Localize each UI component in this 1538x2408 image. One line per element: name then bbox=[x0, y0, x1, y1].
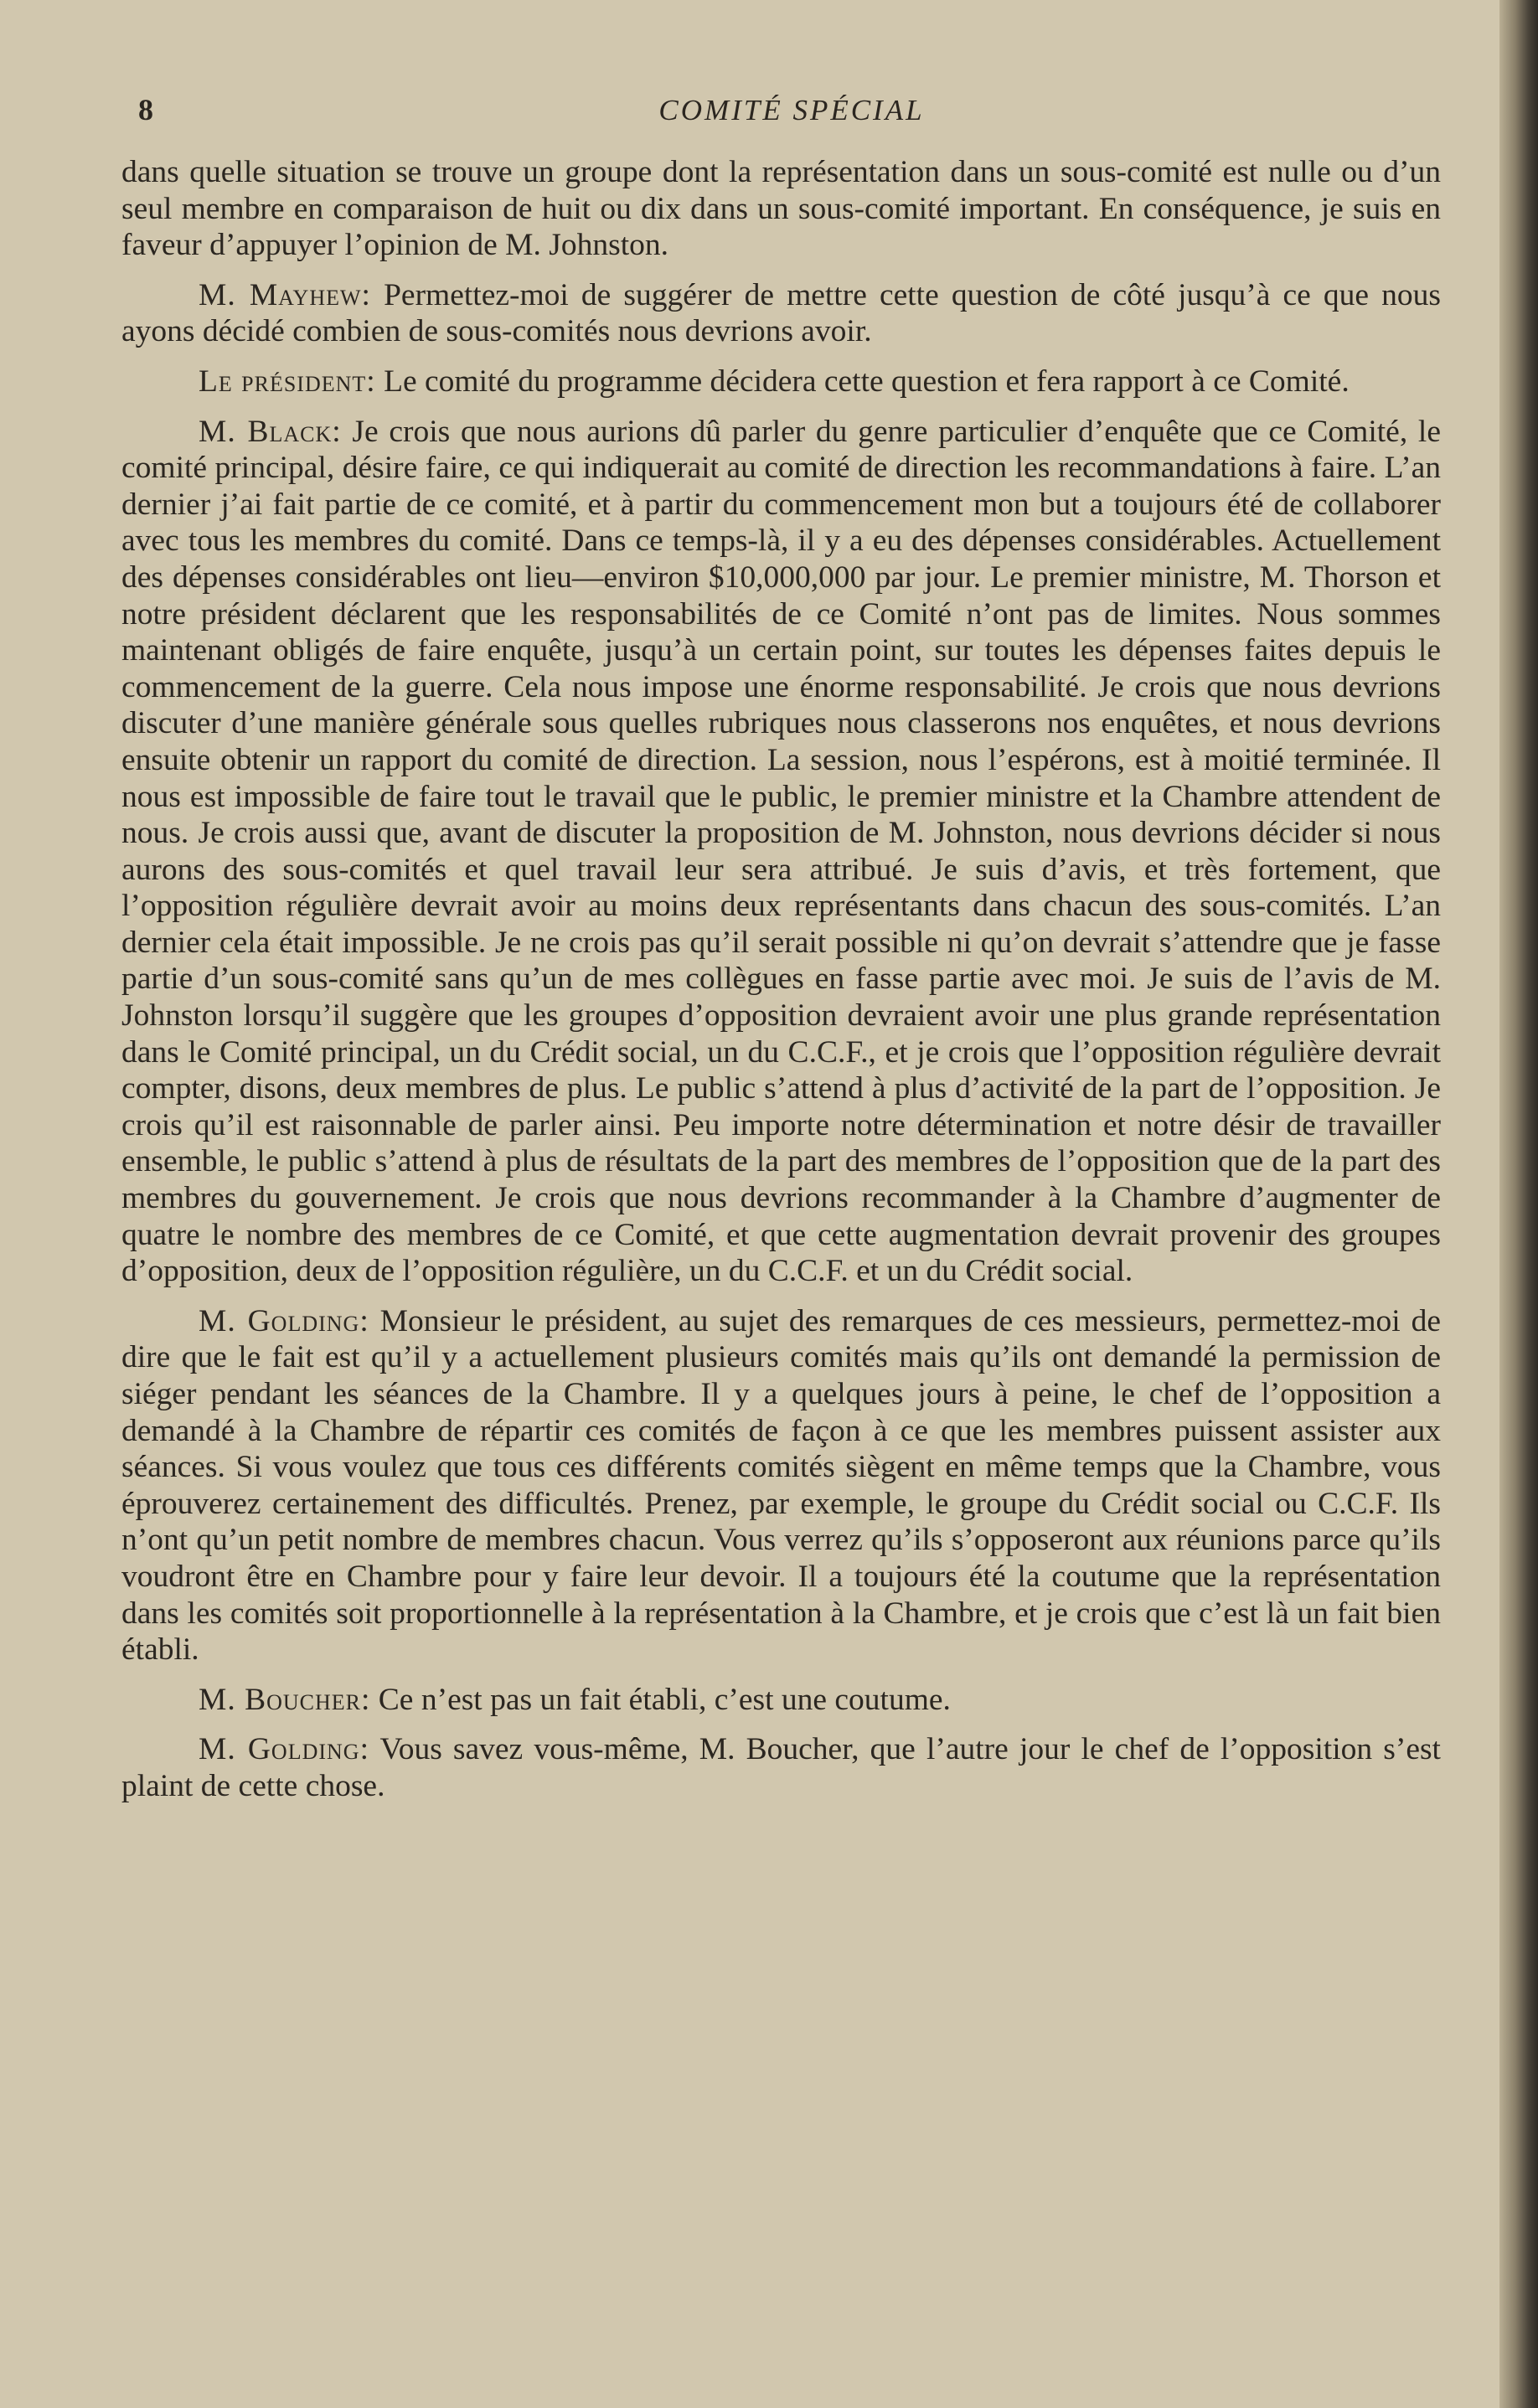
paragraph-text: dans quelle situation se trouve un groupe dont la représentation dans un sous-comité est nulle ou d’un seul membre en comparaison de huit ou dix dans un sous-comité important. En conséquence, je suis en faveur d’appuyer l’opinion de M. Johnston. bbox=[121, 155, 1441, 263]
speaker-name: M. Mayhew: bbox=[199, 277, 371, 312]
page-edge-shadow bbox=[1499, 0, 1538, 2408]
paragraph bbox=[121, 414, 1441, 1290]
paragraph-text: Le comité du programme décidera cette question et fera rapport à ce Comité. bbox=[384, 364, 1350, 399]
speaker-name: M. Black: bbox=[199, 414, 342, 449]
paragraph bbox=[121, 1731, 1441, 1804]
page-number: 8 bbox=[138, 93, 153, 126]
paragraph-text: Je crois que nous aurions dû parler du genre particulier d’enquête que ce Comité, le comité principal, désire faire, ce qui indiquerait au comité de direction les recommandations à faire. L’an dernier j’ai fait partie de ce comité, et à partir du commencement mon but a toujours été de collaborer avec tous les membres du comité. Dans ce temps-là, il y a eu des dépenses considérables. Actuellement des dépenses considérables ont lieu—environ $10,000,000 par jour. Le premier ministre, M. Thorson et notre président déclarent que les responsabilités de ce Comité n’ont pas de limites. Nous sommes maintenant obligés de faire enquête, jusqu’à un certain point, sur toutes les dépenses faites depuis le commencement de la guerre. Cela nous impose une énorme responsabilité. Je crois que nous devrions discuter d’une manière générale sous quelles rubriques nous classerons nos enquêtes, et nous devrions ensuite obtenir un rapport du comité de direction. La session, nous l’espérons, est à moitié terminée. Il nous est impossible de faire tout le travail que le public, le premier ministre et la Chambre attendent de nous. Je crois aussi que, avant de discuter la proposition de M. Johnston, nous devrions décider si nous aurons des sous-comités et quel travail leur sera attribué. Je suis d’avis, et très fortement, que l’opposition régulière devrait avoir au moins deux représentants dans chacun des sous-comités. L’an dernier cela était impossible. Je ne crois pas qu’il serait possible ni qu’on devrait s’attendre que je fasse partie d’un sous-comité sans qu’un de mes collègues en fasse partie avec moi. Je suis de l’avis de M. Johnston lorsqu’il suggère que les groupes d’opposition devraient avoir une plus grande représentation dans le Comité principal, un du Crédit social, un du C.C.F., et je crois que l’opposition régulière devrait compter, disons, deux membres de plus. Le public s’attend à plus d’activité de la part de l’opposition. Je crois qu’il est raisonnable de parler ainsi. Peu importe notre détermination et notre désir de travailler ensemble, le public s’attend à plus de résultats de la part des membres de l’opposition que de la part des membres du gouvernement. Je crois que nous devrions recommander à la Chambre d’augmenter de quatre le nombre des membres de ce Comité, et que cette augmentation devrait provenir des groupes d’opposition, deux de l’opposition régulière, un du C.C.F. et un du Crédit social. bbox=[121, 414, 1441, 1289]
paragraph-text: Permettez-moi de suggérer de mettre cette question de côté jusqu’à ce que nous ayons décidé combien de sous-comités nous devrions avoir. bbox=[121, 277, 1441, 349]
paragraph bbox=[121, 364, 1441, 400]
speaker-name: M. Boucher: bbox=[199, 1682, 371, 1717]
speaker-name: M. Golding: bbox=[199, 1303, 369, 1338]
paragraph-text: Vous savez vous-même, M. Boucher, que l’autre jour le chef de l’opposition s’est plaint de cette chose. bbox=[121, 1732, 1441, 1803]
paragraph-text: Monsieur le président, au sujet des remarques de ces messieurs, permettez-moi de dire que le fait est qu’il y a actuellement plusieurs comités mais qu’ils ont demandé la permission de siéger pendant les séances de la Chambre. Il y a quelques jours à peine, le chef de l’opposition a demandé à la Chambre de répartir ces comités de façon à ce que les membres puissent assister aux séances. Si vous voulez que tous ces différents comités siègent en même temps que la Chambre, vous éprouverez certainement des difficultés. Prenez, par exemple, le groupe du Crédit social ou C.C.F. Ils n’ont qu’un petit nombre de membres chacun. Vous verrez qu’ils s’opposeront aux réunions parce qu’ils voudront être en Chambre pour y faire leur devoir. Il a toujours été la coutume que la représentation dans les comités soit proportionnelle à la représentation à la Chambre, et je crois que c’est là un fait bien établi. bbox=[121, 1303, 1441, 1668]
paragraph-text: Ce n’est pas un fait établi, c’est une coutume. bbox=[378, 1682, 951, 1717]
page-header bbox=[138, 92, 1445, 134]
paragraph bbox=[121, 1682, 1441, 1719]
paragraph bbox=[121, 1303, 1441, 1668]
speaker-name: Le président: bbox=[199, 364, 376, 399]
running-title: COMITÉ SPÉCIAL bbox=[658, 94, 925, 126]
speaker-name: M. Golding: bbox=[199, 1732, 369, 1767]
paragraph bbox=[121, 277, 1441, 350]
paragraph bbox=[121, 154, 1441, 264]
body-text bbox=[121, 154, 1441, 1818]
